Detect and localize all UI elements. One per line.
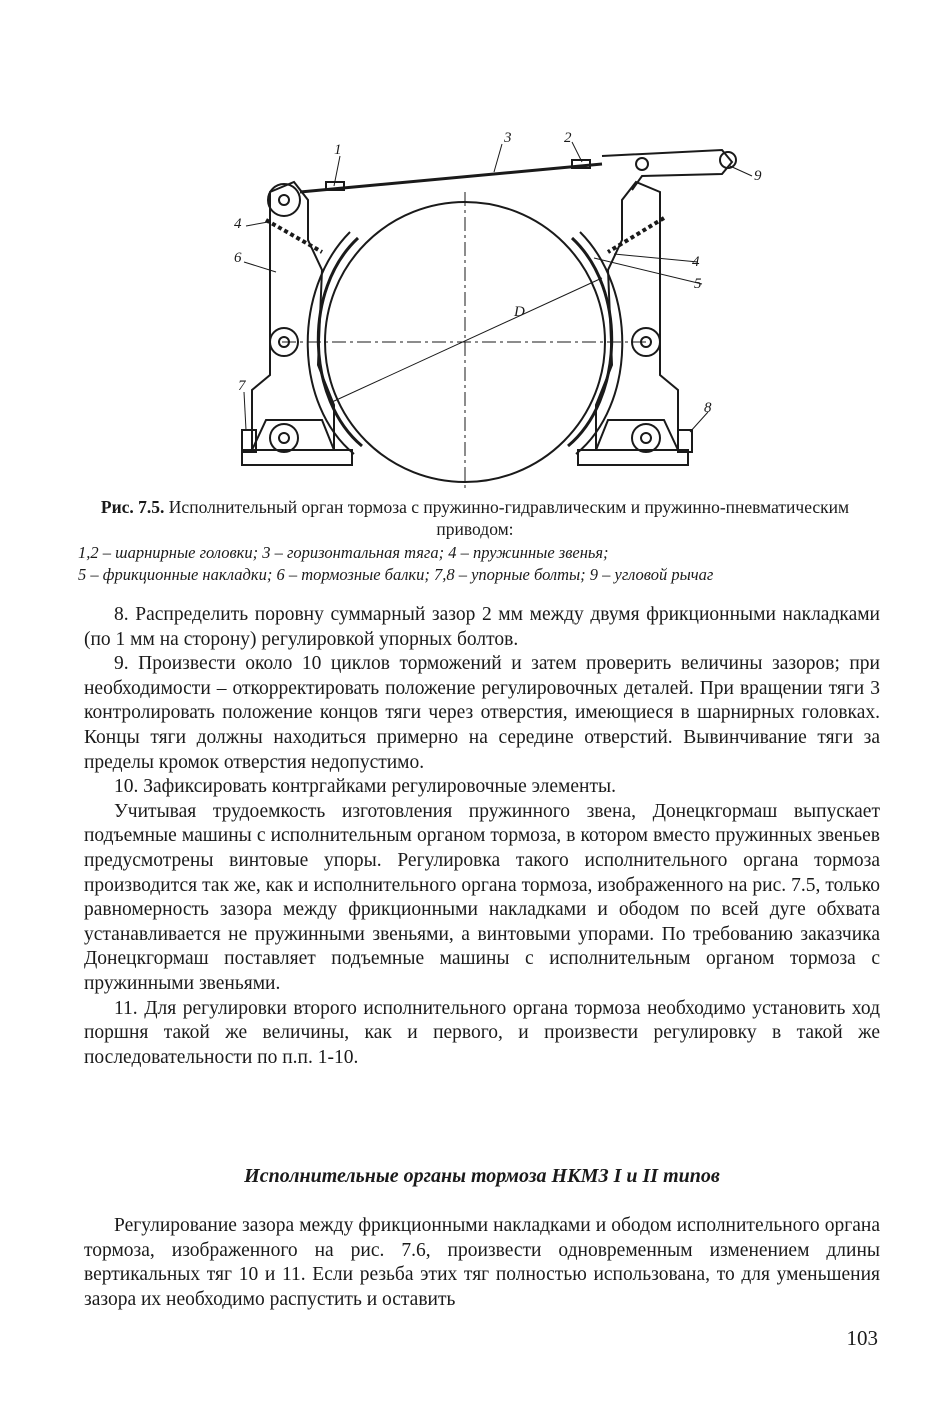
page-number: 103	[846, 1326, 878, 1350]
callout-3: 3	[504, 130, 512, 146]
paragraph-regulation: Регулирование зазора между фрикционными накладками и ободом исполнительного органа тормоза, изображенного на рис. 7.6, произвести одновременным изменением длины вертикальных тяг 10 и 11. Если резьба этих тяг полностью использована, то для уменьшения зазора их необходимо распустить и оставить	[84, 1215, 880, 1310]
callout-4-right: 4	[692, 254, 700, 270]
brake-diagram	[222, 120, 782, 490]
figure-legend	[78, 542, 888, 586]
right-spring-link	[608, 218, 664, 252]
section-heading: Исполнительные органы тормоза НКМЗ I и II типов	[244, 1165, 720, 1187]
paragraph-9: 9. Произвести около 10 циклов торможений и затем проверить величины зазоров; при необходимости – откорректировать положение регулировочных деталей. При вращении тяги 3 контролировать положение концов тяги через отверстия, имеющиеся в шарнирных головках. Концы тяги должны находиться примерно на середине отверстий. Вывинчивание тяги за пределы кромок отверстия недопустимо.	[84, 653, 880, 773]
stop-bolt-right	[678, 430, 692, 452]
callout-7: 7	[238, 378, 246, 394]
callout-9: 9	[754, 168, 762, 184]
stop-bolt-left	[242, 430, 256, 452]
angle-lever	[602, 150, 732, 190]
horizontal-rod	[300, 164, 602, 192]
callout-2: 2	[564, 130, 572, 146]
left-spring-link	[266, 220, 322, 252]
callout-4-left: 4	[234, 216, 242, 232]
figure-label: Рис. 7.5.	[100, 497, 165, 517]
legend-line-2: 5 – фрикционные накладки; 6 – тормозные балки; 7,8 – упорные болты; 9 – угловой рычаг	[78, 565, 714, 584]
callout-6: 6	[234, 250, 242, 266]
paragraph-11: 11. Для регулировки второго исполнительного органа тормоза необходимо установить ход поршня такой же величины, как и первого, и произвести регулировку в такой же последовательности по п.п. 1-10.	[84, 997, 880, 1068]
callout-5: 5	[694, 276, 702, 292]
body-text	[84, 603, 880, 1070]
callout-1: 1	[334, 142, 342, 158]
paragraph-10: 10. Зафиксировать контргайками регулировочные элементы.	[114, 776, 616, 798]
figure-caption	[70, 496, 880, 540]
legend-line-1: 1,2 – шарнирные головки; 3 – горизонтальная тяга; 4 – пружинные звенья;	[78, 543, 609, 562]
left-brake-beam	[242, 182, 352, 465]
right-brake-beam	[578, 182, 688, 465]
paragraph-8: 8. Распределить поровну суммарный зазор 2 мм между двумя фрикционными накладками (по 1 мм на сторону) регулировкой упорных болтов.	[84, 604, 880, 650]
callout-D: D	[514, 304, 525, 320]
callout-8: 8	[704, 400, 712, 416]
figure-title: Исполнительный орган тормоза с пружинно-гидравлическим и пружинно-пневматическим приводом:	[168, 497, 850, 539]
paragraph-donetskgormash: Учитывая трудоемкость изготовления пружинного звена, Донецкгормаш выпускает подъемные машины с исполнительным органом тормоза, в котором вместо пружинных звеньев предусмотрены винтовые упоры. Регулировка такого исполнительного органа тормоза производится так же, как и исполнительного органа тормоза, изображенного на рис. 7.5, только равномерность зазора между фрикционными накладками и ободом по всей дуге обхвата устанавливается не пружинными звеньями, а винтовыми упорами. По требованию заказчика Донецкгормаш поставляет подъемные машины с исполнительным органом тормоза с пружинными звеньями.	[84, 800, 880, 994]
body-text-2	[84, 1214, 880, 1312]
